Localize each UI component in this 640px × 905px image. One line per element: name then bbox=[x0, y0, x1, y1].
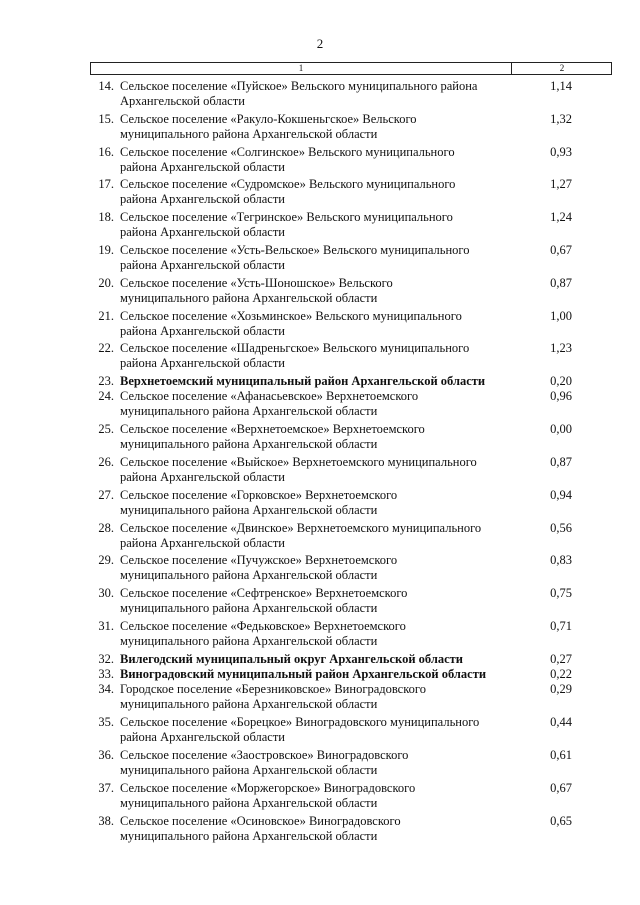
row-name bbox=[120, 422, 510, 452]
row-name-line: Сельское поселение «Тегринское» Вельского муниципального bbox=[120, 210, 453, 225]
row-name bbox=[120, 455, 510, 485]
row-name-line: Сельское поселение «Пучужское» Верхнетоемского bbox=[120, 553, 398, 568]
row-number: 32. bbox=[98, 651, 114, 666]
table-header bbox=[90, 62, 612, 75]
row-number: 25. bbox=[98, 422, 114, 437]
row-number: 31. bbox=[98, 619, 114, 634]
row-value: 0,83 bbox=[550, 553, 572, 568]
row-name bbox=[120, 177, 510, 207]
row-number: 35. bbox=[98, 715, 114, 730]
row-name-line: района Архангельской области bbox=[120, 535, 285, 550]
row-value: 0,56 bbox=[550, 520, 572, 535]
row-name-line: Сельское поселение «Усть-Шоношское» Вельского bbox=[120, 275, 393, 290]
row-name-line: района Архангельской области bbox=[120, 257, 285, 272]
row-value: 0,75 bbox=[550, 586, 572, 601]
row-name-line: Сельское поселение «Горковское» Верхнетоемского bbox=[120, 487, 398, 502]
table-row bbox=[90, 781, 612, 814]
row-number: 20. bbox=[98, 275, 114, 290]
row-number: 14. bbox=[98, 79, 114, 93]
table-row bbox=[90, 145, 612, 178]
row-name-line: района Архангельской области bbox=[120, 323, 285, 338]
row-value: 0,93 bbox=[550, 144, 572, 159]
row-number: 21. bbox=[98, 308, 114, 323]
row-name-line: Сельское поселение «Осиновское» Виноградовского bbox=[120, 813, 401, 828]
row-name-line: Сельское поселение «Заостровское» Виноградовского bbox=[120, 748, 409, 763]
table-row bbox=[90, 112, 612, 145]
row-number: 28. bbox=[98, 520, 114, 535]
row-name bbox=[120, 619, 510, 649]
row-name bbox=[120, 748, 510, 778]
table-row bbox=[90, 389, 612, 422]
row-name bbox=[120, 781, 510, 811]
row-number: 17. bbox=[98, 177, 114, 192]
row-name-line: муниципального района Архангельской области bbox=[120, 763, 378, 778]
row-value: 0,27 bbox=[550, 651, 572, 666]
row-name-line: муниципального района Архангельской области bbox=[120, 795, 378, 810]
row-value: 0,00 bbox=[550, 422, 572, 437]
row-name bbox=[120, 374, 510, 389]
row-name bbox=[120, 814, 510, 844]
table-row bbox=[90, 715, 612, 748]
row-name bbox=[120, 667, 510, 682]
row-name-line: Сельское поселение «Хозьминское» Вельского муниципального bbox=[120, 308, 462, 323]
row-name bbox=[120, 112, 510, 142]
row-name-line: Сельское поселение «Федьковское» Верхнетоемского bbox=[120, 619, 406, 634]
row-name-line: района Архангельской области bbox=[120, 470, 285, 485]
row-value: 0,65 bbox=[550, 813, 572, 828]
row-value: 0,96 bbox=[550, 389, 572, 404]
row-value: 0,87 bbox=[550, 275, 572, 290]
row-value: 0,87 bbox=[550, 455, 572, 470]
row-number: 15. bbox=[98, 111, 114, 126]
row-number: 26. bbox=[98, 455, 114, 470]
row-name-line: района Архангельской области bbox=[120, 356, 285, 371]
row-name-line: района Архангельской области bbox=[120, 192, 285, 207]
row-number: 29. bbox=[98, 553, 114, 568]
row-name-line: Сельское поселение «Афанасьевское» Верхнетоемского bbox=[120, 389, 419, 404]
row-name bbox=[120, 521, 510, 551]
row-value: 1,14 bbox=[550, 79, 572, 93]
table-row bbox=[90, 814, 612, 847]
row-name-line: Сельское поселение «Верхнетоемское» Верхнетоемского bbox=[120, 422, 425, 437]
row-name bbox=[120, 586, 510, 616]
row-value: 1,32 bbox=[550, 111, 572, 126]
row-name-line: муниципального района Архангельской области bbox=[120, 437, 378, 452]
row-name bbox=[120, 652, 510, 667]
row-number: 33. bbox=[98, 667, 114, 682]
row-number: 30. bbox=[98, 586, 114, 601]
row-name-line: Сельское поселение «Усть-Вельское» Вельского муниципального bbox=[120, 242, 470, 257]
row-value: 1,27 bbox=[550, 177, 572, 192]
row-name bbox=[120, 682, 510, 712]
table-row bbox=[90, 341, 612, 374]
row-name-line: муниципального района Архангельской области bbox=[120, 404, 378, 419]
row-number: 34. bbox=[98, 682, 114, 697]
row-value: 0,44 bbox=[550, 715, 572, 730]
row-name-line: Сельское поселение «Выйское» Верхнетоемского муниципального bbox=[120, 455, 477, 470]
table-row bbox=[90, 276, 612, 309]
page-number: 2 bbox=[316, 36, 324, 51]
table-row bbox=[90, 652, 612, 667]
row-name bbox=[120, 243, 510, 273]
row-name-line: муниципального района Архангельской области bbox=[120, 568, 378, 583]
table-row bbox=[90, 210, 612, 243]
table-row bbox=[90, 309, 612, 342]
row-name-line: района Архангельской области bbox=[120, 159, 285, 174]
table-row bbox=[90, 682, 612, 715]
row-number: 36. bbox=[98, 748, 114, 763]
table-row bbox=[90, 374, 612, 389]
row-name-line: района Архангельской области bbox=[120, 730, 285, 745]
row-value: 0,94 bbox=[550, 487, 572, 502]
row-name bbox=[120, 389, 510, 419]
table-row bbox=[90, 521, 612, 554]
row-name-line: муниципального района Архангельской области bbox=[120, 601, 378, 616]
row-name bbox=[120, 715, 510, 745]
row-number: 16. bbox=[98, 144, 114, 159]
column-header-1: 1 bbox=[91, 63, 512, 74]
row-number: 37. bbox=[98, 780, 114, 795]
row-name-line: Вилегодский муниципальный округ Архангельской области bbox=[120, 651, 463, 666]
row-value: 1,00 bbox=[550, 308, 572, 323]
table-row bbox=[90, 455, 612, 488]
row-value: 0,67 bbox=[550, 780, 572, 795]
row-name-line: Сельское поселение «Солгинское» Вельского муниципального bbox=[120, 144, 455, 159]
row-name-line: Сельское поселение «Моржегорское» Виноградовского bbox=[120, 780, 416, 795]
row-number: 27. bbox=[98, 487, 114, 502]
table-row bbox=[90, 422, 612, 455]
row-name bbox=[120, 341, 510, 371]
row-name-line: Сельское поселение «Двинское» Верхнетоемского муниципального bbox=[120, 520, 482, 535]
row-name-line: Архангельской области bbox=[120, 94, 245, 108]
table-row bbox=[90, 488, 612, 521]
row-number: 19. bbox=[98, 242, 114, 257]
row-name-line: Сельское поселение «Ракуло-Кокшеньгское» Вельского bbox=[120, 111, 417, 126]
row-name-line: муниципального района Архангельской области bbox=[120, 502, 378, 517]
table-row bbox=[90, 177, 612, 210]
row-value: 0,29 bbox=[550, 682, 572, 697]
row-name bbox=[120, 309, 510, 339]
row-value: 0,71 bbox=[550, 619, 572, 634]
table-row bbox=[90, 79, 612, 112]
row-name bbox=[120, 210, 510, 240]
row-number: 24. bbox=[98, 389, 114, 404]
row-name-line: Верхнетоемский муниципальный район Архангельской области bbox=[120, 374, 486, 389]
row-name-line: муниципального района Архангельской области bbox=[120, 634, 378, 649]
row-name-line: Сельское поселение «Борецкое» Виноградовского муниципального bbox=[120, 715, 480, 730]
table-row bbox=[90, 553, 612, 586]
column-header-2: 2 bbox=[559, 63, 565, 73]
row-number: 22. bbox=[98, 341, 114, 356]
row-name-line: муниципального района Архангельской области bbox=[120, 697, 378, 712]
row-value: 0,20 bbox=[550, 374, 572, 389]
row-value: 1,23 bbox=[550, 341, 572, 356]
row-number: 18. bbox=[98, 210, 114, 225]
row-value: 0,61 bbox=[550, 748, 572, 763]
table-body bbox=[90, 79, 612, 846]
row-name-line: района Архангельской области bbox=[120, 225, 285, 240]
row-name-line: Сельское поселение «Пуйское» Вельского муниципального района bbox=[120, 79, 478, 93]
row-name-line: Виноградовский муниципальный район Архангельской области bbox=[120, 667, 487, 682]
row-value: 1,24 bbox=[550, 210, 572, 225]
row-value: 0,67 bbox=[550, 242, 572, 257]
table-row bbox=[90, 243, 612, 276]
row-name bbox=[120, 488, 510, 518]
row-name-line: муниципального района Архангельской области bbox=[120, 126, 378, 141]
row-number: 38. bbox=[98, 813, 114, 828]
row-value: 0,22 bbox=[550, 667, 572, 682]
row-name bbox=[120, 145, 510, 175]
row-name-line: Сельское поселение «Судромское» Вельского муниципального bbox=[120, 177, 456, 192]
row-name-line: муниципального района Архангельской области bbox=[120, 828, 378, 843]
row-name-line: Сельское поселение «Сефтренское» Верхнетоемского bbox=[120, 586, 408, 601]
table-row bbox=[90, 619, 612, 652]
row-name bbox=[120, 276, 510, 306]
row-number: 23. bbox=[98, 374, 114, 389]
table-row bbox=[90, 586, 612, 619]
row-name-line: Городское поселение «Березниковское» Виноградовского bbox=[120, 682, 426, 697]
row-name-line: Сельское поселение «Шадреньгское» Вельского муниципального bbox=[120, 341, 470, 356]
row-name bbox=[120, 553, 510, 583]
row-name-line: муниципального района Архангельской области bbox=[120, 290, 378, 305]
table-row bbox=[90, 667, 612, 682]
row-name bbox=[120, 79, 510, 109]
table-row bbox=[90, 748, 612, 781]
